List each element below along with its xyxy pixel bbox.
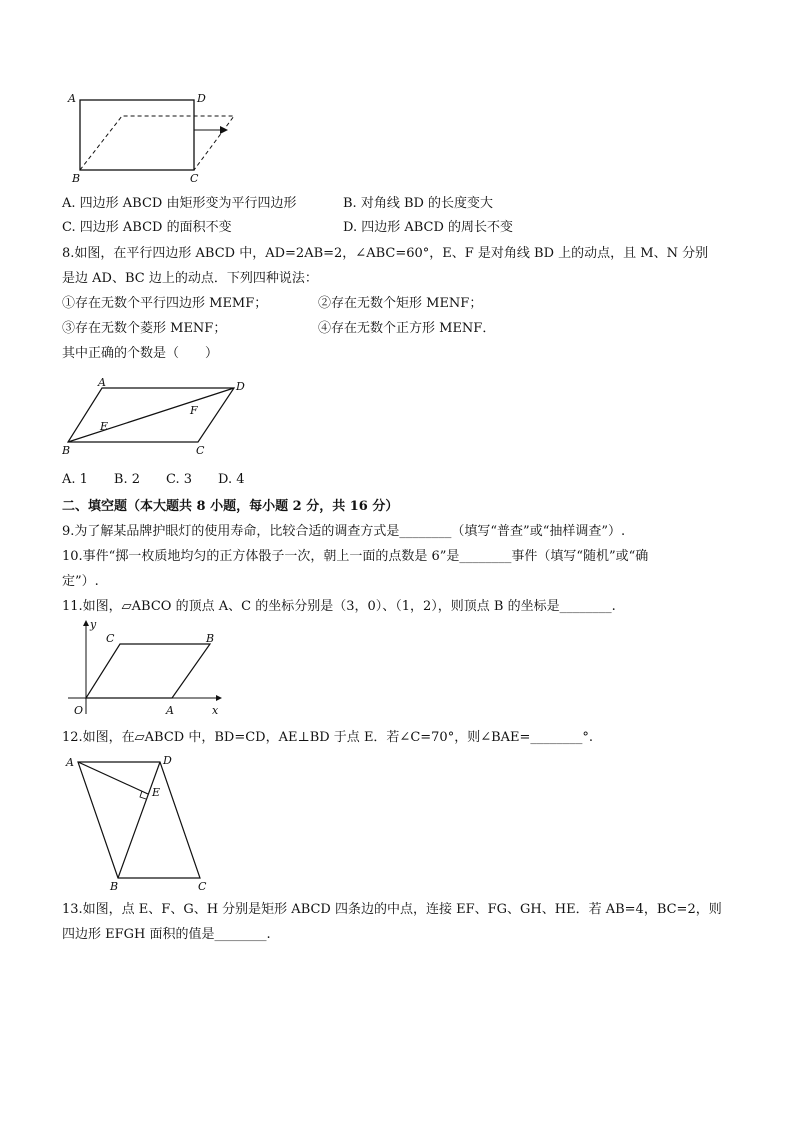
q8-figure <box>62 376 262 460</box>
q12-segment-AE <box>78 762 148 794</box>
q7-option-b: B. 对角线 BD 的长度变大 <box>343 196 494 211</box>
q7-arrow-head <box>220 126 228 134</box>
q8-statement-1: ①存在无数个平行四边形 MEMF； <box>62 296 268 311</box>
q8-label-F: F <box>190 404 198 417</box>
q11-label-x: x <box>212 704 219 717</box>
q8-label-B: B <box>62 444 71 457</box>
q8-label-E: E <box>100 420 109 433</box>
q11-label-A: A <box>166 704 174 717</box>
q8-statement-3: ③存在无数个菱形 MENF； <box>62 321 227 336</box>
q11-label-C: C <box>106 632 115 645</box>
q7-option-a: A. 四边形 ABCD 由矩形变为平行四边形 <box>62 196 297 211</box>
q12-label-E: E <box>152 786 161 799</box>
q8-stem-line1: 8.如图，在平行四边形 ABCD 中，AD=2AB=2，∠ABC=60°，E、F 是对角线 BD 上的动点，且 M、N 分别 <box>62 246 709 261</box>
q7-label-B: B <box>72 172 81 184</box>
q11-parallelogram <box>86 644 210 698</box>
section-2-heading: 二、填空题（本大题共 8 小题，每小题 2 分，共 16 分） <box>62 499 399 514</box>
q7-rectangle <box>80 100 194 170</box>
q9-text: 9.为了解某品牌护眼灯的使用寿命，比较合适的调查方式是________（填写“普查”或“抽样调查”）. <box>62 524 626 539</box>
q13-line2: 四边形 EFGH 面积的值是________. <box>62 927 271 942</box>
q12-label-D: D <box>163 754 172 767</box>
q8-ask: 其中正确的个数是（ ） <box>62 346 219 361</box>
q12-text: 12.如图，在▱ABCD 中，BD=CD，AE⊥BD 于点 E．若∠C=70°，则∠BAE=________°. <box>62 730 594 745</box>
q10-line1: 10.事件“掷一枚质地均匀的正方体骰子一次，朝上一面的点数是 6”是________事件（填写“随机”或“确 <box>62 549 649 564</box>
q7-label-C: C <box>190 172 199 184</box>
q11-y-arrow <box>83 620 89 626</box>
q13-line1: 13.如图，点 E、F、G、H 分别是矩形 ABCD 四条边的中点，连接 EF、FG、GH、HE．若 AB=4，BC=2，则 <box>62 902 722 917</box>
q11-label-y: y <box>90 618 97 631</box>
q7-label-A: A <box>68 92 76 105</box>
q12-diagonal-BD <box>118 762 160 878</box>
q10-line2: 定”）. <box>62 574 99 589</box>
q8-label-C: C <box>196 444 205 457</box>
q12-label-C: C <box>198 880 207 892</box>
q12-label-A: A <box>66 756 74 769</box>
q8-statement-2: ②存在无数个矩形 MENF； <box>318 296 483 311</box>
q12-label-B: B <box>110 880 119 892</box>
q7-parallelogram-dashed <box>80 116 234 170</box>
q11-label-B: B <box>206 632 215 645</box>
q8-statement-4: ④存在无数个正方形 MENF． <box>318 321 496 336</box>
q11-x-arrow <box>216 695 222 701</box>
q7-figure <box>62 88 252 184</box>
q8-label-D: D <box>236 380 245 393</box>
q11-text: 11.如图，▱ABCO 的顶点 A、C 的坐标分别是（3，0）、（1，2），则顶点 B 的坐标是________. <box>62 599 616 614</box>
q12-figure <box>62 752 222 892</box>
q8-options: A. 1 B. 2 C. 3 D. 4 <box>62 472 245 487</box>
q11-figure <box>62 618 230 720</box>
q7-option-c: C. 四边形 ABCD 的面积不变 <box>62 220 232 235</box>
q8-label-A: A <box>98 376 106 389</box>
q8-diagonal-BD <box>68 388 234 442</box>
q7-label-D: D <box>197 92 206 105</box>
q7-option-d: D. 四边形 ABCD 的周长不变 <box>343 220 514 235</box>
q8-stem-line2: 是边 AD、BC 边上的动点．下列四种说法： <box>62 271 318 286</box>
q11-label-O: O <box>74 704 84 717</box>
